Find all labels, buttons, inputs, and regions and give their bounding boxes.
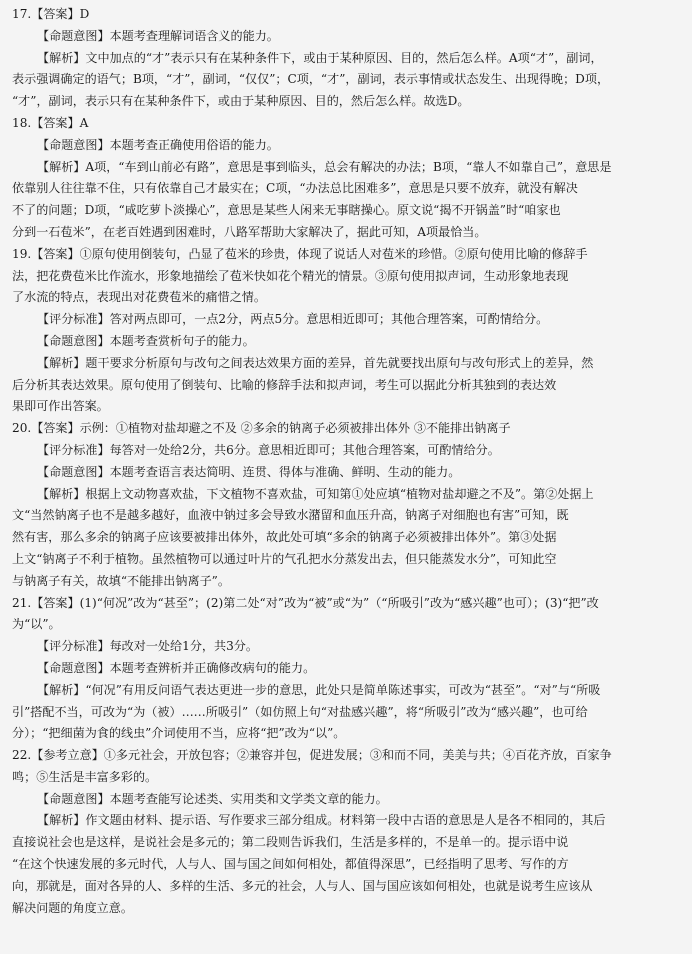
- q21-analysis-line: 分）；“把细菌为食的线虫”介词使用不当，应将“把”改为“以”。: [12, 726, 346, 741]
- q21-answer: 21.【答案】(1)“何况”改为“甚至”；(2)第二处“对”改为“被”或“为”（“所吸引”改为“感兴趣”也可）；(3)“把”改: [12, 595, 599, 610]
- q20-analysis-line: 【解析】根据上文动物喜欢盐，下文植物不喜欢盐，可知第①处应填“植物对盐却避之不及”。第②处据上: [37, 486, 594, 501]
- q17-analysis-line: 【解析】文中加点的“才”表示只有在某种条件下，或由于某种原因、目的，然后怎么样。A项“才”，副词，: [37, 50, 603, 65]
- q18-analysis-line: 分到一石苞米”，在老百姓遇到困难时，八路军帮助大家解决了，据此可知，A项最恰当。: [12, 224, 487, 239]
- q22-analysis-line: 向，那就是，面对各异的人、多样的生活、多元的社会，人与人、国与国应该如何相处，也就是说考生应该从: [12, 878, 593, 893]
- question-22: [12, 745, 690, 919]
- q17-analysis-line: “才”，副词，表示只有在某种条件下，或由于某种原因、目的，然后怎么样。故选D。: [12, 94, 470, 109]
- q19-analysis-line: 后分析其表达效果。原句使用了倒装句、比喻的修辞手法和拟声词，考生可以据此分析其独到的表达效: [12, 377, 557, 392]
- q17-analysis-line: 表示强调确定的语气；B项，“才”，副词，“仅仅”；C项，“才”，副词，表示事情或状态发生、出现得晚；D项，: [12, 72, 610, 87]
- question-20: [12, 418, 690, 592]
- question-17: [12, 4, 690, 113]
- q18-analysis-line: 依靠别人往往靠不住，只有依靠自己才最实在；C项，“办法总比困难多”，意思是只要不放弃，就没有解决: [12, 181, 578, 196]
- q22-analysis-line: 【解析】作文题由材料、提示语、写作要求三部分组成。材料第一段中古语的意思是人是各不相同的，其后: [37, 813, 606, 828]
- q20-analysis-line: 上文“钠离子不利于植物。虽然植物可以通过叶片的气孔把水分蒸发出去，但只能蒸发水分”，可知此空: [12, 551, 557, 566]
- q19-answer-line: 了水流的特点，表现出对花费苞米的痛惜之情。: [12, 290, 266, 305]
- q22-reference-intent-line: 鸣；⑤生活是丰富多彩的。: [12, 769, 158, 784]
- q22-intent: 【命题意图】本题考查能写论述类、实用类和文学类文章的能力。: [37, 791, 388, 806]
- q22-analysis-line: 直接说社会也是这样，是说社会是多元的；第二段则告诉我们，生活是多样的，不是单一的。提示语中说: [12, 835, 569, 850]
- q20-analysis-line: 文“当然钠离子也不是越多越好，血液中钠过多会导致水潴留和血压升高，钠离子对细胞也有害”可知，既: [12, 508, 569, 523]
- q21-analysis-line: 【解析】“何况”有用反问语气表达更进一步的意思，此处只是简单陈述事实，可改为“甚至”。“对”与“所吸: [37, 682, 601, 697]
- q19-answer: 19.【答案】①原句使用倒装句，凸显了苞米的珍贵，体现了说话人对苞米的珍惜。②原句使用比喻的修辞手: [12, 246, 588, 261]
- q20-analysis-line: 与钠离子有关，故填“不能排出钠离子”。: [12, 573, 230, 588]
- question-21: [12, 593, 690, 746]
- q19-intent: 【命题意图】本题考查赏析句子的能力。: [37, 333, 255, 348]
- question-18: [12, 113, 690, 244]
- question-19: [12, 244, 690, 418]
- q18-answer: 18.【答案】A: [12, 115, 89, 130]
- q21-answer-line: 为“以”。: [12, 617, 61, 632]
- q19-analysis-line: 【解析】题干要求分析原句与改句之间表达效果方面的差异，首先就要找出原句与改句形式上的差异，然: [37, 355, 594, 370]
- q18-analysis-line: 【解析】A项，“车到山前必有路”，意思是事到临头，总会有解决的办法；B项，“靠人不如靠自己”，意思是: [37, 159, 612, 174]
- q17-answer: 17.【答案】D: [12, 7, 90, 21]
- q19-analysis-line: 果即可作出答案。: [12, 399, 109, 414]
- q17-intent: 【命题意图】本题考查理解词语含义的能力。: [37, 28, 279, 43]
- q20-intent: 【命题意图】本题考查语言表达简明、连贯、得体与准确、鲜明、生动的能力。: [37, 464, 461, 479]
- q20-analysis-line: 然有害，那么多余的钠离子应该要被排出体外，故此处可填“多余的钠离子必须被排出体外”。第③处据: [12, 530, 557, 545]
- q22-analysis-line: 解决问题的角度立意。: [12, 900, 133, 915]
- q22-analysis-line: “在这个快速发展的多元时代，人与人、国与国之间如何相处，都值得深思”，已经指明了思考、写作的方: [12, 857, 569, 872]
- q22-reference-intent: 22.【参考立意】①多元社会，开放包容；②兼容并包，促进发展；③和而不同，美美与共；④百花齐放，百家争: [12, 748, 612, 763]
- q21-intent: 【命题意图】本题考查辨析并正确修改病句的能力。: [37, 660, 316, 675]
- q18-analysis-line: 不了的问题；D项，“咸吃萝卜淡操心”，意思是某些人闲来无事瞎操心。原文说“揭不开锅盖”时“咱家也: [12, 203, 561, 218]
- q20-answer: 20.【答案】示例：①植物对盐却避之不及 ②多余的钠离子必须被排出体外 ③不能排出钠离子: [12, 421, 511, 436]
- q18-intent: 【命题意图】本题考查正确使用俗语的能力。: [37, 137, 279, 152]
- answer-page: [12, 4, 690, 919]
- q20-scoring: 【评分标准】每答对一处给2分，共6分。意思相近即可；其他合理答案，可酌情给分。: [37, 442, 500, 457]
- q21-scoring: 【评分标准】每改对一处给1分，共3分。: [37, 639, 258, 654]
- q19-scoring: 【评分标准】答对两点即可，一点2分，两点5分。意思相近即可；其他合理答案，可酌情给分。: [37, 312, 549, 327]
- q19-answer-line: 法，把花费苞米比作流水，形象地描绘了苞米快如花个精光的情景。③原句使用拟声词，生动形象地表现: [12, 268, 569, 283]
- q21-analysis-line: 引”搭配不当，可改为“为（被）……所吸引”（如仿照上句“对盐感兴趣”，将“所吸引”改为“感兴趣”，也可给: [12, 704, 588, 719]
